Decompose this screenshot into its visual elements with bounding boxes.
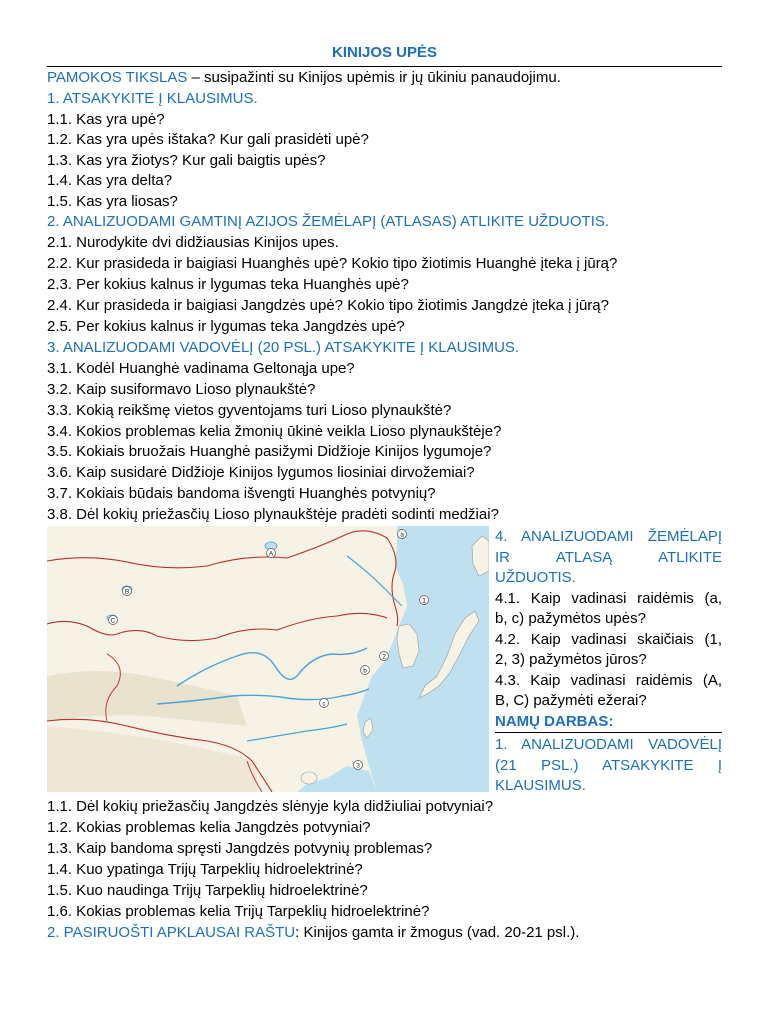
list-item: 2.4. Kur prasideda ir baigiasi Jangdzės upė? Kokio tipo žiotimis Jangdzė įteka į jūrą?	[47, 297, 609, 314]
list-item: 1.2. Kokias problemas kelia Jangdzės potvyniai?	[47, 819, 371, 836]
lesson-goal-text: – susipažinti su Kinijos upėmis ir jų ūkiniu panaudojimu.	[187, 69, 561, 86]
section4-heading-line1: 4. ANALIZUODAMI ŽEMĖLAPĮ	[495, 528, 722, 545]
list-item: 3.1. Kodėl Huanghė vadinama Geltonąja upe?	[47, 360, 355, 377]
list-item: 1.4. Kuo ypatinga Trijų Tarpeklių hidroelektrinė?	[47, 861, 363, 878]
list-item: 1.5. Kas yra liosas?	[47, 192, 178, 210]
list-item: 3.5. Kokiais bruožais Huanghė pasižymi Didžioje Kinijos lygumoje?	[47, 443, 492, 460]
homework-subheading-line1: 1. ANALIZUODAMI VADOVĖLĮ	[495, 736, 722, 753]
list-item: 3.3. Kokią reikšmę vietos gyventojams turi Lioso plynaukštė?	[47, 402, 452, 419]
list-item: 2.5. Per kokius kalnus ir lygumas teka Jangdzės upė?	[47, 318, 405, 335]
svg-text:c: c	[322, 700, 326, 708]
svg-text:C: C	[110, 617, 116, 625]
svg-text:1: 1	[422, 597, 426, 605]
map-label-a	[398, 530, 407, 539]
homework-subheading-line3: KLAUSIMUS.	[495, 777, 586, 794]
map-label-3	[354, 761, 363, 770]
map-label-1	[420, 596, 429, 605]
section4-heading-line2: IR ATLASĄ ATLIKITE	[495, 549, 722, 566]
homework-task2-label: 2. PASIRUOŠTI APKLAUSAI RAŠTU	[47, 924, 296, 941]
section2-heading: 2. ANALIZUODAMI GAMTINĮ AZIJOS ŽEMĖLAPĮ (ATLASAS) ATLIKITE UŽDUOTIS.	[47, 213, 610, 230]
list-item: 4.2. Kaip vadinasi skaičiais (1,	[495, 631, 722, 648]
page-title: KINIJOS UPĖS	[331, 44, 438, 61]
list-item: 3.4. Kokios problemas kelia žmonių ūkinė veikla Lioso plynaukštėje?	[47, 422, 502, 440]
list-item: 1.3. Kaip bandoma spręsti Jangdzės potvynių problemas?	[47, 840, 433, 857]
map-graphic	[47, 526, 489, 792]
list-item: 3.8. Dėl kokių priežasčių Lioso plynaukštėje pradėti sodinti medžiai?	[47, 505, 499, 523]
svg-text:3: 3	[356, 762, 360, 770]
svg-text:a: a	[400, 531, 404, 539]
lesson-goal-label: PAMOKOS TIKSLAS	[47, 69, 188, 86]
list-item: 1.1. Kas yra upė?	[47, 110, 165, 128]
map-label-C	[109, 616, 118, 625]
map-label-B	[123, 587, 132, 596]
svg-text:2: 2	[382, 653, 386, 661]
homework-divider	[495, 732, 722, 733]
hainan	[301, 772, 317, 784]
section3-heading: 3. ANALIZUODAMI VADOVĖLĮ (20 PSL.) ATSAKYKITE Į KLAUSIMUS.	[47, 339, 520, 356]
homework-task2	[47, 922, 579, 943]
homework-task2-text: : Kinijos gamta ir žmogus (vad. 20-21 psl.).	[295, 924, 580, 941]
list-item: 2.3. Per kokius kalnus ir lygumas teka Huanghės upė?	[47, 276, 409, 293]
lesson-goal	[47, 67, 561, 88]
svg-text:B: B	[124, 588, 130, 596]
list-item: 3.7. Kokiais būdais bandoma išvengti Huanghės potvynių?	[47, 485, 436, 502]
map-label-c	[320, 699, 329, 708]
map-label-2	[380, 652, 389, 661]
list-item: 1.4. Kas yra delta?	[47, 172, 173, 189]
list-item: 1.1. Dėl kokių priežasčių Jangdzės slėnyje kyla didžiuliai potvyniai?	[47, 798, 494, 815]
homework-heading: NAMŲ DARBAS:	[495, 713, 614, 730]
map-label-A	[267, 549, 276, 558]
list-item: 2.1. Nurodykite dvi didžiausias Kinijos upes.	[47, 234, 339, 251]
homework-subheading-line2: (21 PSL.) ATSAKYKITE Į	[495, 757, 722, 774]
list-item: 3.6. Kaip susidarė Didžioje Kinijos lygumos liosiniai dirvožemiai?	[47, 464, 475, 481]
list-item: 4.1. Kaip vadinasi raidėmis (a,	[495, 590, 722, 607]
china-rivers-map	[47, 526, 489, 792]
list-item: 1.2. Kas yra upės ištaka? Kur gali prasidėti upė?	[47, 131, 369, 148]
list-item: B, C) pažymėti ežerai?	[495, 692, 647, 709]
list-item: 1.5. Kuo naudinga Trijų Tarpeklių hidroelektrinė?	[47, 882, 368, 899]
list-item: 1.3. Kas yra žiotys? Kur gali baigtis upės?	[47, 151, 326, 169]
svg-text:A: A	[268, 550, 274, 558]
list-item: b, c) pažymėtos upės?	[495, 610, 646, 627]
map-label-b	[361, 666, 370, 675]
list-item: 2, 3) pažymėtos jūros?	[495, 651, 647, 668]
list-item: 1.6. Kokias problemas kelia Trijų Tarpeklių hidroelektrinė?	[47, 903, 430, 920]
list-item: 4.3. Kaip vadinasi raidėmis (A,	[495, 672, 722, 689]
section1-heading: 1. ATSAKYKITE Į KLAUSIMUS.	[47, 90, 258, 107]
list-item: 2.2. Kur prasideda ir baigiasi Huanghės upė? Kokio tipo žiotimis Huanghė įteka į jūrą?	[47, 255, 618, 272]
svg-text:b: b	[363, 667, 367, 675]
list-item: 3.2. Kaip susiformavo Lioso plynaukštė?	[47, 381, 316, 398]
section4-heading-line3: UŽDUOTIS.	[495, 569, 576, 586]
